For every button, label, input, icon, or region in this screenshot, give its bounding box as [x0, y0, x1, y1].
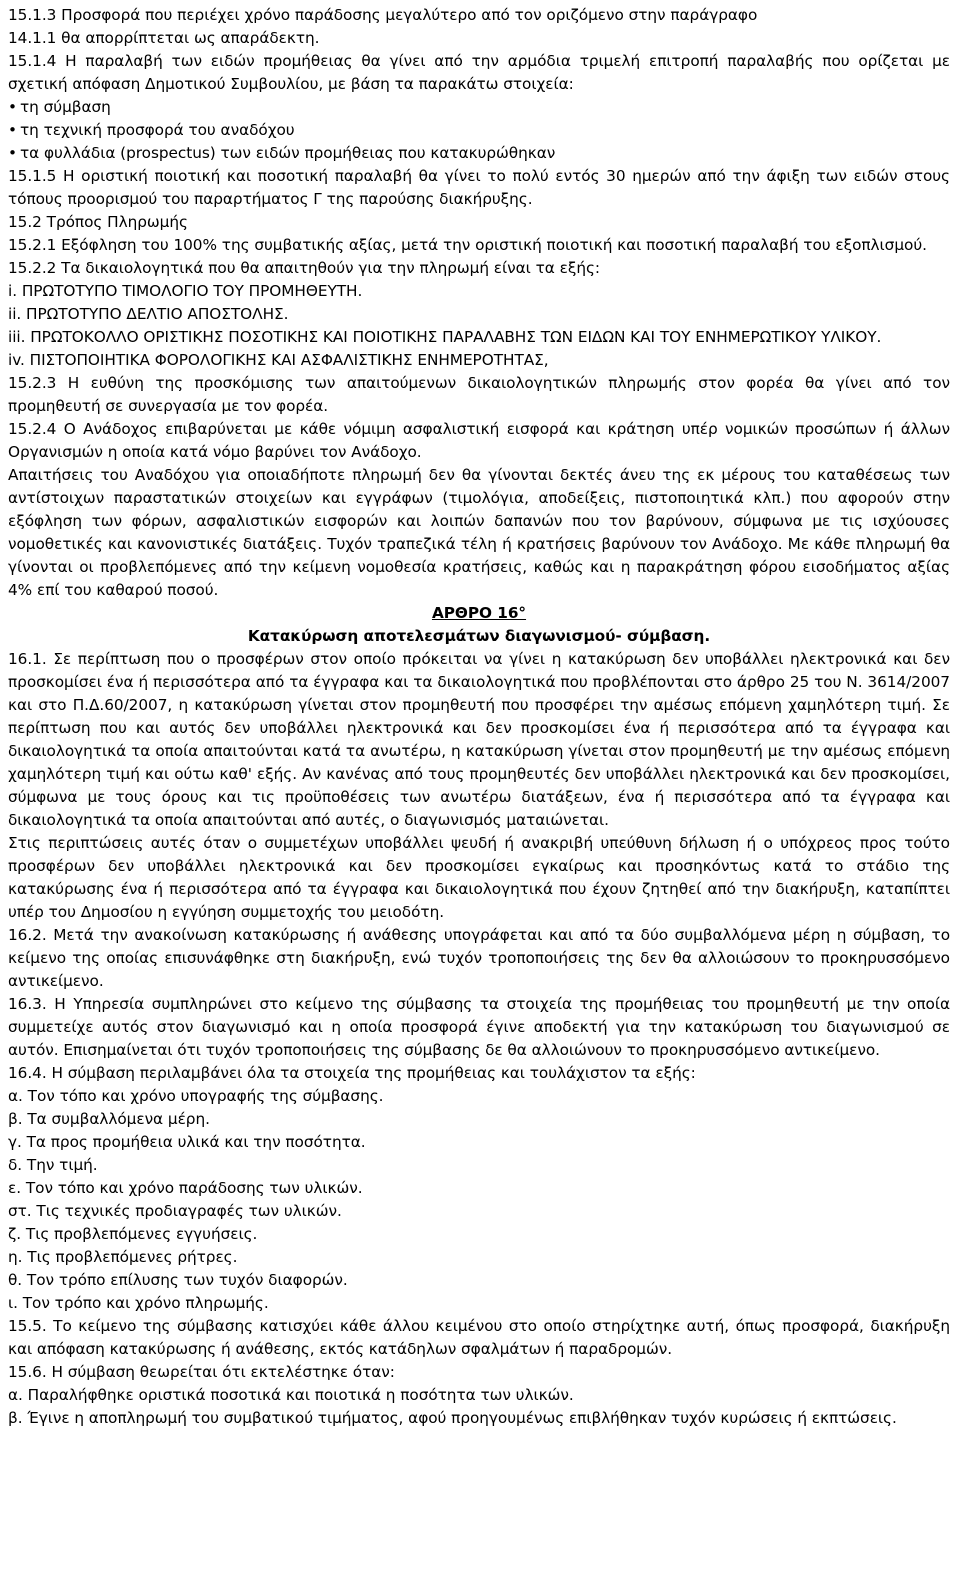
contract-item-e: ε. Τον τόπο και χρόνο παράδοσης των υλικών. — [8, 1179, 363, 1197]
execution-condition-b: β. Έγινε η αποπληρωμή του συμβατικού τιμήματος, αφού προηγουμένως επιβλήθηκαν τυχόν κυρώσεις ή εκπτώσεις. — [8, 1409, 897, 1427]
execution-condition-a: α. Παραλήφθηκε οριστικά ποσοτικά και ποιοτικά η ποσότητα των υλικών. — [8, 1386, 574, 1404]
clause-15-1-3-line1: 15.1.3 Προσφορά που περιέχει χρόνο παράδοσης μεγαλύτερο από τον οριζόμενο στην παράγραφο — [8, 6, 758, 24]
bullet-item-prospectus: • τα φυλλάδια (prospectus) των ειδών προμήθειας που κατακυρώθηκαν — [8, 142, 950, 165]
bullet-item-technical-offer: • τη τεχνική προσφορά του αναδόχου — [8, 119, 950, 142]
clause-15-2-3: 15.2.3 Η ευθύνη της προσκόμισης των απαιτούμενων δικαιολογητικών πληρωμής στον φορέα θα γίνει από τον προμηθευτή σε συνεργασία με τον φορέα. — [8, 374, 950, 415]
clause-15-2-4: 15.2.4 Ο Ανάδοχος επιβαρύνεται με κάθε νόμιμη ασφαλιστική εισφορά και κράτηση υπέρ νομικών προσώπων ή άλλων Οργανισμών η οποία κατά νόμο βαρύνει τον Ανάδοχο. — [8, 420, 950, 461]
clause-16-1: 16.1. Σε περίπτωση που ο προσφέρων στον οποίο πρόκειται να γίνει η κατακύρωση δεν υποβάλλει ηλεκτρονικά και δεν προσκομίσει ένα ή περισσότερα από τα έγγραφα και τα δικαιολογητικά που προβλέπονται στο άρθρο 25 του Ν. 3614/2007 και στο Π.Δ.60/2007, η κατακύρωση γίνεται στον προμηθευτή που προσφέρει την αμέσως επόμενη χαμηλότερη τιμή. Σε περίπτωση που και αυτός δεν υποβάλλει ηλεκτρονικά και δεν προσκομίσει ένα ή περισσότερα από τα έγγραφα και δικαιολογητικά τα οποία απαιτούνται κατά τα ανωτέρω, η κατακύρωση γίνεται στον προμηθευτή με την αμέσως επόμενη χαμηλότερη τιμή και ούτω καθ' εξής. Αν κανένας από τους προμηθευτές δεν υποβάλλει ηλεκτρονικά και δεν προσκομίσει, σύμφωνα με τους όρους και τις προϋποθέσεις των ανωτέρω διατάξεων, ένα ή περισσότερα από τα έγγραφα και δικαιολογητικά τα οποία απαιτούνται από αυτές, ο διαγωνισμός ματαιώνεται. — [8, 650, 950, 829]
clause-16-2: 16.2. Μετά την ανακοίνωση κατακύρωσης ή ανάθεσης υπογράφεται και από τα δύο συμβαλλόμενα μέρη η σύμβαση, το κείμενο της οποίας επισυνάφθηκε στη διακήρυξη, ενώ τυχόν τροποποιήσεις της δεν θα αλλοιώσουν το προκηρυσσόμενο αντικείμενο. — [8, 926, 950, 990]
clause-15-5: 15.5. Το κείμενο της σύμβασης κατισχύει κάθε άλλου κειμένου στο οποίο στηρίχτηκε αυτή, όπως προσφορά, διακήρυξη και απόφαση κατακύρωσης ή ανάθεσης, εκτός κατάδηλων σφαλμάτων ή παραδρομών. — [8, 1317, 950, 1358]
contract-item-b: β. Τα συμβαλλόμενα μέρη. — [8, 1110, 210, 1128]
required-document-iii: iii. ΠΡΩΤΟΚΟΛΛΟ ΟΡΙΣΤΙΚΗΣ ΠΟΣΟΤΙΚΗΣ ΚΑΙ ΠΟΙΟΤΙΚΗΣ ΠΑΡΑΛΑΒΗΣ ΤΩΝ ΕΙΔΩΝ ΚΑΙ ΤΟΥ ΕΝΗΜΕΡΩΤΙΚΟΥ ΥΛΙΚΟΥ. — [8, 328, 882, 346]
contract-item-th: θ. Τον τρόπο επίλυσης των τυχόν διαφορών. — [8, 1271, 348, 1289]
contract-item-h: η. Τις προβλεπόμενες ρήτρες. — [8, 1248, 238, 1266]
contract-item-g: γ. Τα προς προμήθεια υλικά και την ποσότητα. — [8, 1133, 366, 1151]
clause-15-1-5: 15.1.5 Η οριστική ποιοτική και ποσοτική παραλαβή θα γίνει το πολύ εντός 30 ημερών από την άφιξη των ειδών στους τόπους προορισμού του παραρτήματος Γ της παρούσης διακήρυξης. — [8, 167, 950, 208]
required-document-i: i. ΠΡΩΤΟΤΥΠΟ ΤΙΜΟΛΟΓΙΟ ΤΟΥ ΠΡΟΜΗΘΕΥΤΗ. — [8, 282, 363, 300]
clause-15-1-4: 15.1.4 Η παραλαβή των ειδών προμήθειας θα γίνει από την αρμόδια τριμελή επιτροπή παραλαβής που ορίζεται με σχετική απόφαση Δημοτικού Συμβουλίου, με βάση τα παρακάτω στοιχεία: — [8, 52, 950, 93]
clause-15-6: 15.6. Η σύμβαση θεωρείται ότι εκτελέστηκε όταν: — [8, 1363, 395, 1381]
bullet-item-contract: • τη σύμβαση — [8, 96, 950, 119]
payment-claims-paragraph: Απαιτήσεις του Αναδόχου για οποιαδήποτε πληρωμή δεν θα γίνονται δεκτές άνευ της εκ μέρους του καταθέσεως των αντίστοιχων παραστατικών στοιχείων και εγγράφων (τιμολόγια, αποδείξεις, πιστοποιητικά κλπ.) που αφορούν στην εξόφληση των φόρων, ασφαλιστικών εισφορών και λοιπών δαπανών που τον βαρύνουν, σύμφωνα με τις ισχύουσες νομοθετικές και κανονιστικές διατάξεις. Τυχόν τραπεζικά τέλη ή κρατήσεις βαρύνουν τον Ανάδοχο. Με κάθε πληρωμή θα γίνονται οι προβλεπόμενες από την κείμενη νομοθεσία κρατήσεις, καθώς και η παρακράτηση φόρου εισοδήματος αξίας 4% επί του καθαρού ποσού. — [8, 466, 950, 599]
contract-item-i: ι. Τον τρόπο και χρόνο πληρωμής. — [8, 1294, 269, 1312]
contract-item-a: α. Τον τόπο και χρόνο υπογραφής της σύμβασης. — [8, 1087, 384, 1105]
article-16-heading: ΑΡΘΡΟ 16° — [431, 604, 527, 622]
clause-15-2-heading: 15.2 Τρόπος Πληρωμής — [8, 213, 188, 231]
contract-item-z: ζ. Τις προβλεπόμενες εγγυήσεις. — [8, 1225, 258, 1243]
clause-16-3: 16.3. Η Υπηρεσία συμπληρώνει στο κείμενο της σύμβασης τα στοιχεία της προμήθειας του προμηθευτή με την οποία συμμετείχε αυτός στον διαγωνισμό και η οποία προσφορά έγινε αποδεκτή για την κατακύρωση του διαγωνισμού σε αυτόν. Επισημαίνεται ότι τυχόν τροποποιήσεις της σύμβασης δε θα αλλοιώνουν το προκηρυσσόμενο αντικείμενο. — [8, 995, 950, 1059]
clause-15-1-3-line2: 14.1.1 θα απορρίπτεται ως απαράδεκτη. — [8, 29, 320, 47]
clause-16-4: 16.4. Η σύμβαση περιλαμβάνει όλα τα στοιχεία της προμήθειας και τουλάχιστον τα εξής: — [8, 1064, 696, 1082]
article-16-title: Κατακύρωση αποτελεσμάτων διαγωνισμού- σύμβαση. — [247, 627, 711, 645]
required-document-ii: ii. ΠΡΩΤΟΤΥΠΟ ΔΕΛΤΙΟ ΑΠΟΣΤΟΛΗΣ. — [8, 305, 289, 323]
required-document-iv: iv. ΠΙΣΤΟΠΟΙΗΤΙΚΑ ΦΟΡΟΛΟΓΙΚΗΣ ΚΑΙ ΑΣΦΑΛΙΣΤΙΚΗΣ ΕΝΗΜΕΡΟΤΗΤΑΣ, — [8, 351, 549, 369]
contract-item-d: δ. Την τιμή. — [8, 1156, 98, 1174]
contract-item-st: στ. Τις τεχνικές προδιαγραφές των υλικών. — [8, 1202, 342, 1220]
clause-15-2-1: 15.2.1 Εξόφληση του 100% της συμβατικής αξίας, μετά την οριστική ποιοτική και ποσοτική παραλαβή του εξοπλισμού. — [8, 236, 927, 254]
clause-15-2-2: 15.2.2 Τα δικαιολογητικά που θα απαιτηθούν για την πληρωμή είναι τα εξής: — [8, 259, 600, 277]
false-declaration-paragraph: Στις περιπτώσεις αυτές όταν ο συμμετέχων υποβάλλει ψευδή ή ανακριβή υπεύθυνη δήλωση ή ο υπόχρεος προς τούτο προσφέρων δεν υποβάλλει ηλεκτρονικά και δεν προσκομίσει εγκαίρως και προσηκόντως κατά το στάδιο της κατακύρωσης ένα ή περισσότερα από τα έγγραφα και δικαιολογητικά που έχουν ζητηθεί από την διακήρυξη, καταπίπτει υπέρ του Δημοσίου η εγγύηση συμμετοχής του μειοδότη. — [8, 834, 950, 921]
